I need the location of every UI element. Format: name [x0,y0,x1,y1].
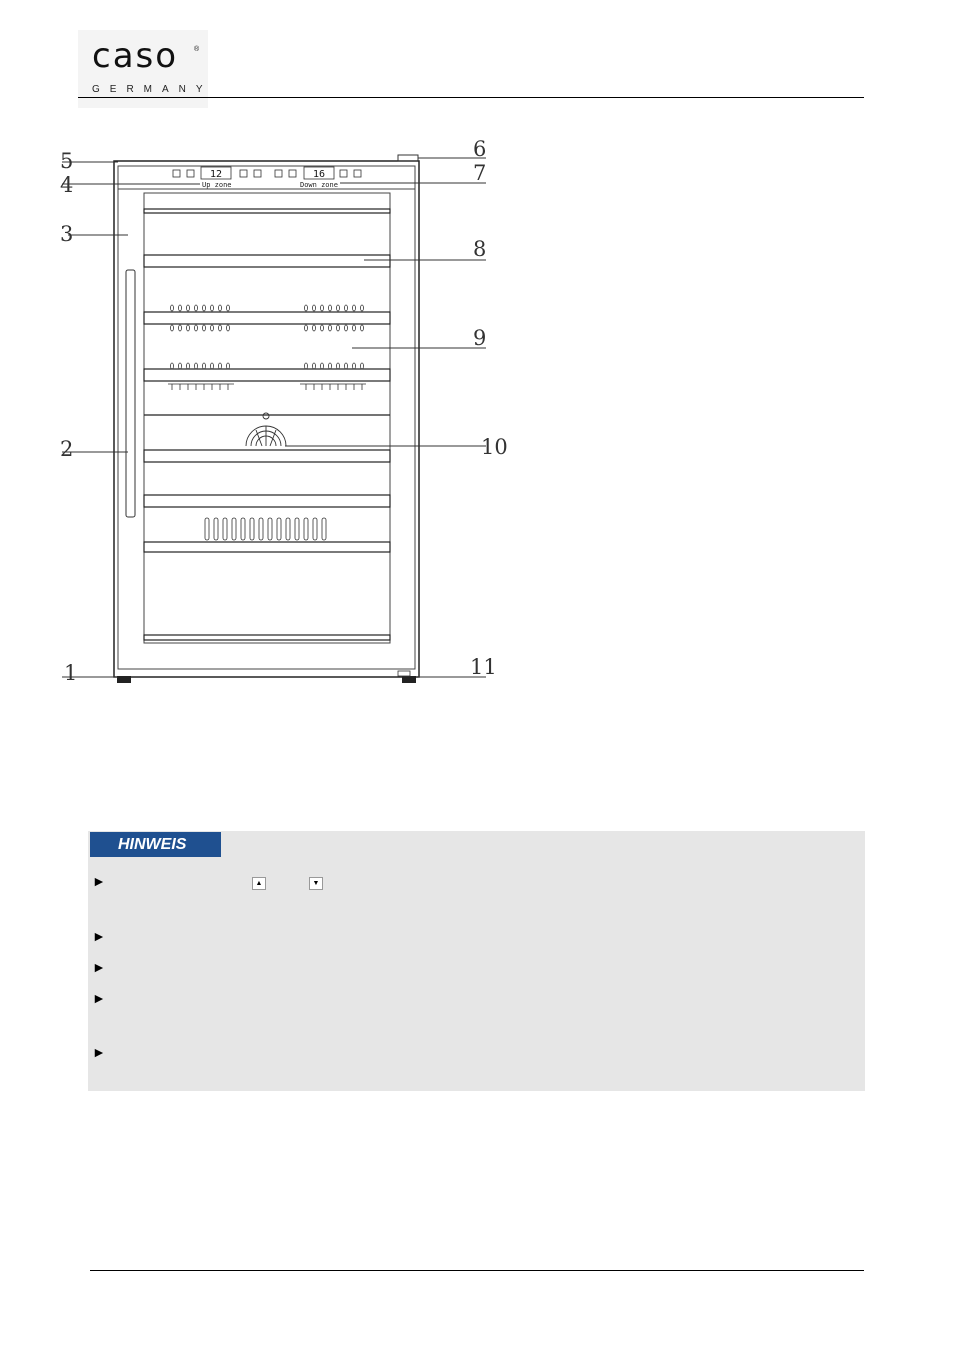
callout-5: 5 [60,149,74,173]
callout-6: 6 [473,137,487,161]
note-bullet-1: ► [92,873,106,889]
footer-rule [90,1270,864,1271]
note-box [88,831,865,1091]
glass-window [144,193,390,643]
note-bullet-3: ► [92,959,106,975]
note-bullet-4: ► [92,990,106,1006]
callout-7: 7 [473,161,487,185]
note-tag: HINWEIS [90,832,221,857]
door-frame [118,166,415,669]
door-handle [126,270,135,517]
bottle-necks [171,305,364,369]
callout-8: 8 [473,237,487,261]
callout-3: 3 [60,222,74,246]
logo-wordmark: caso [92,36,179,76]
note-bullet-2: ► [92,928,106,944]
down-zone-label: Down zone [300,181,338,189]
up-zone-display: 12 [210,169,223,180]
foot-left [117,676,131,683]
down-arrow-key-icon: ▼ [309,877,323,890]
callout-9: 9 [473,326,487,350]
logo-registered-mark: ® [194,46,200,53]
note-bullet-5: ► [92,1044,106,1060]
callout-4: 4 [60,173,74,197]
control-panel [173,167,361,179]
down-zone-display: 16 [313,169,326,180]
fan-icon [246,413,286,446]
top-hinge [398,155,418,161]
callout-1: 1 [64,661,78,685]
shelves [144,209,390,640]
callout-11: 11 [470,655,497,679]
foot-right [402,676,416,683]
logo-subtitle: GERMANY [92,84,213,95]
right-foot-bracket [398,671,410,676]
up-arrow-key-icon: ▲ [252,877,266,890]
bottles-standing [205,518,326,540]
callout-2: 2 [60,437,74,461]
up-zone-label: Up zone [202,181,232,189]
callout-10: 10 [481,435,508,459]
bottle-row-lower [168,384,366,390]
